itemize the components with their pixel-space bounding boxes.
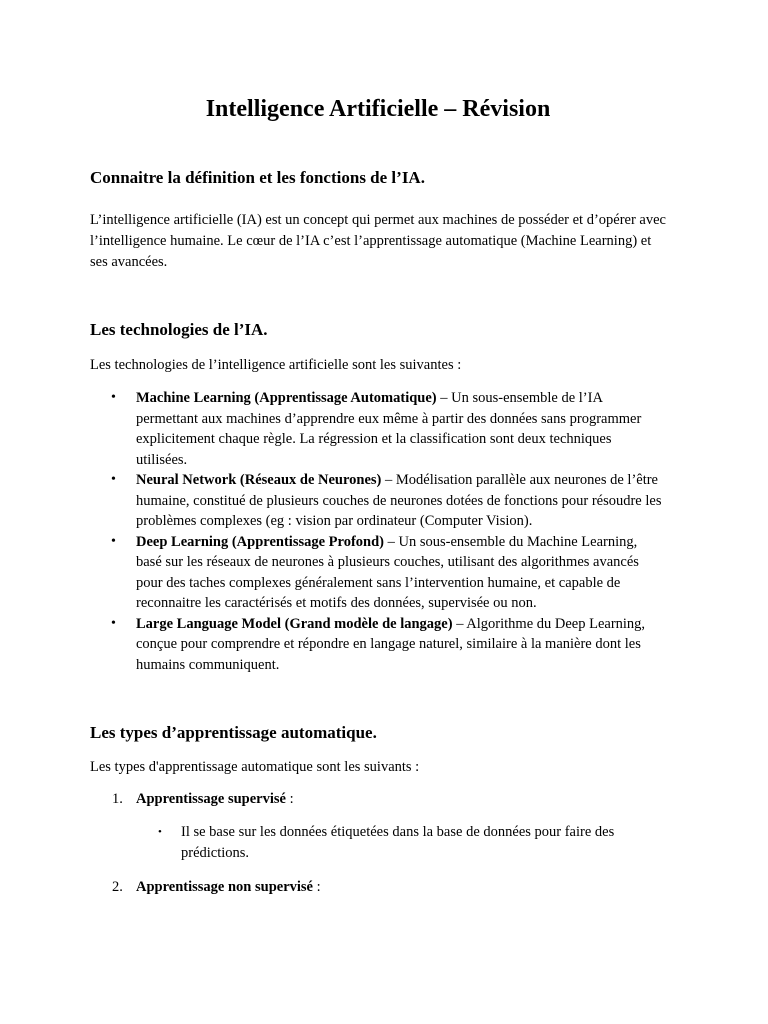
- list-item: [111, 614, 666, 676]
- list-item-description: – Un sous-ensemble de l’IA permettant aux machines d’apprendre eux même à partir des données sans programmer explicitement chaque règle. La régression et la classification sont deux techniques utilisées.: [136, 390, 642, 468]
- list-item-description: – Modélisation parallèle aux neurones de l’être humaine, constitué de plusieurs couches de neurones dotées de fonctions pour résoudre les problèmes complexes (eg : vision par ordinateur (Computer Vision).: [136, 472, 662, 529]
- list-item-description: – Un sous-ensemble du Machine Learning, basé sur les réseaux de neurones à plusieurs couches, utilisant des algorithmes avancés pour des taches complexes généralement sans l’intervention humaine, et capable de reconnaitre les caractérisés et motifs des données, supervisée ou non.: [136, 533, 639, 611]
- numbered-item: [112, 789, 666, 864]
- document-title: Intelligence Artificielle – Révision: [205, 96, 551, 122]
- sub-list-item-text: Il se base sur les données étiquetées dans la base de données pour faire des prédictions.: [181, 824, 615, 861]
- item-number: 1.: [112, 791, 123, 807]
- list-item: [111, 470, 666, 532]
- section-heading-learning-types: Les types d’apprentissage automatique.: [90, 723, 377, 742]
- list-item: [111, 388, 666, 470]
- bullet-icon: •: [111, 472, 116, 487]
- list-item-term: Large Language Model (Grand modèle de langage): [136, 615, 453, 632]
- item-number: 2.: [112, 879, 123, 895]
- bullet-icon: •: [111, 533, 116, 549]
- definition-paragraph: L’intelligence artificielle (IA) est un concept qui permet aux machines de posséder et d’opérer avec l’intelligence humaine. Le cœur de l’IA c’est l’apprentissage automatique (Machine Learning) et ses avancées.: [90, 212, 666, 270]
- section-heading-definition: Connaitre la définition et les fonctions de l’IA.: [90, 168, 425, 187]
- bullet-icon: •: [111, 615, 116, 631]
- bullet-icon: •: [111, 390, 116, 405]
- numbered-item: [112, 877, 666, 898]
- list-item: [111, 532, 666, 614]
- technologies-list: [90, 388, 666, 675]
- sub-list: [136, 822, 666, 864]
- list-item-term: Machine Learning (Apprentissage Automatique): [136, 390, 437, 406]
- numbered-item-term: Apprentissage non supervisé: [136, 879, 313, 895]
- list-item-term: Neural Network (Réseaux de Neurones): [136, 472, 382, 488]
- technologies-intro: Les technologies de l’intelligence artificielle sont les suivantes :: [90, 357, 462, 373]
- section-heading-technologies: Les technologies de l’IA.: [90, 320, 268, 339]
- list-item-term: Deep Learning (Apprentissage Profond): [136, 533, 384, 550]
- numbered-item-suffix: :: [285, 791, 294, 807]
- sub-list-item: [158, 822, 666, 864]
- bullet-icon: •: [158, 826, 162, 838]
- learning-types-intro: Les types d'apprentissage automatique sont les suivants :: [90, 759, 420, 775]
- learning-types-list: [90, 789, 666, 898]
- list-item-description: – Algorithme du Deep Learning, conçue pour comprendre et répondre en langage naturel, similaire à la manière dont les humains communiquent.: [136, 615, 646, 673]
- numbered-item-term: Apprentissage supervisé: [136, 791, 286, 807]
- numbered-item-suffix: :: [312, 879, 321, 895]
